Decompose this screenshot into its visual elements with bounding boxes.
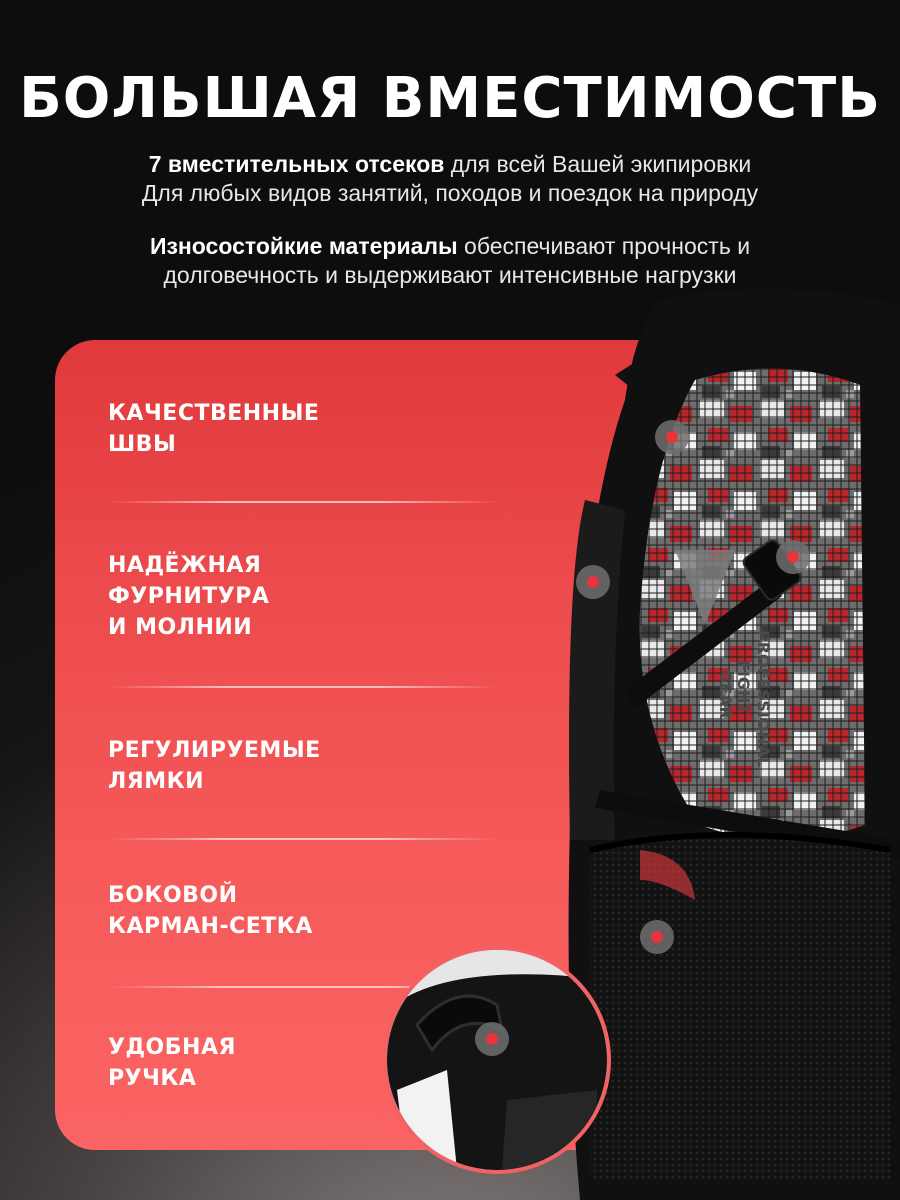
- compartments-text: для всей Вашей экипировки: [444, 151, 752, 177]
- capacity-description: [0, 150, 900, 208]
- materials-highlight: Износостойкие материалы: [149, 233, 458, 259]
- capacity-line-1: [0, 150, 900, 179]
- feature-seams: КАЧЕСТВЕННЫЕ ШВЫ: [108, 401, 320, 457]
- feature-divider: [108, 501, 498, 503]
- feature-mesh-pocket: БОКОВОЙ КАРМАН-СЕТКА: [108, 883, 313, 939]
- materials-line-2: долговечность и выдерживают интенсивные нагрузки: [163, 262, 737, 288]
- page-title: БОЛЬШАЯ ВМЕСТИМОСТЬ: [19, 66, 881, 131]
- straps-marker: [576, 565, 610, 599]
- marker-dot: [486, 1033, 498, 1045]
- feature-divider: [108, 838, 498, 840]
- svg-text:FIGHT: FIGHT: [734, 660, 753, 715]
- mesh-pocket-marker: [640, 920, 674, 954]
- materials-text: обеспечивают прочность и: [457, 233, 751, 259]
- svg-text:PROFESSIONAL: PROFESSIONAL: [754, 630, 773, 768]
- marker-dot: [666, 431, 678, 443]
- compartments-highlight: 7 вместительных отсеков: [148, 151, 445, 177]
- hardware-marker: [776, 540, 810, 574]
- handle-closeup-image: [387, 950, 607, 1170]
- feature-straps: РЕГУЛИРУЕМЫЕ ЛЯМКИ: [108, 738, 321, 794]
- feature-divider: [108, 686, 498, 688]
- handle-zoom-inset: [383, 946, 611, 1174]
- capacity-line-2: Для любых видов занятий, походов и поездок на природу: [141, 180, 759, 206]
- feature-hardware: НАДЁЖНАЯ ФУРНИТУРА И МОЛНИИ: [108, 553, 270, 640]
- seams-marker: [655, 420, 689, 454]
- svg-text:GEAR: GEAR: [716, 670, 735, 719]
- marker-dot: [587, 576, 599, 588]
- feature-handle: УДОБНАЯ РУЧКА: [108, 1035, 236, 1091]
- materials-line-1: [0, 232, 900, 261]
- marker-dot: [787, 551, 799, 563]
- marker-dot: [651, 931, 663, 943]
- handle-marker: [475, 1022, 509, 1056]
